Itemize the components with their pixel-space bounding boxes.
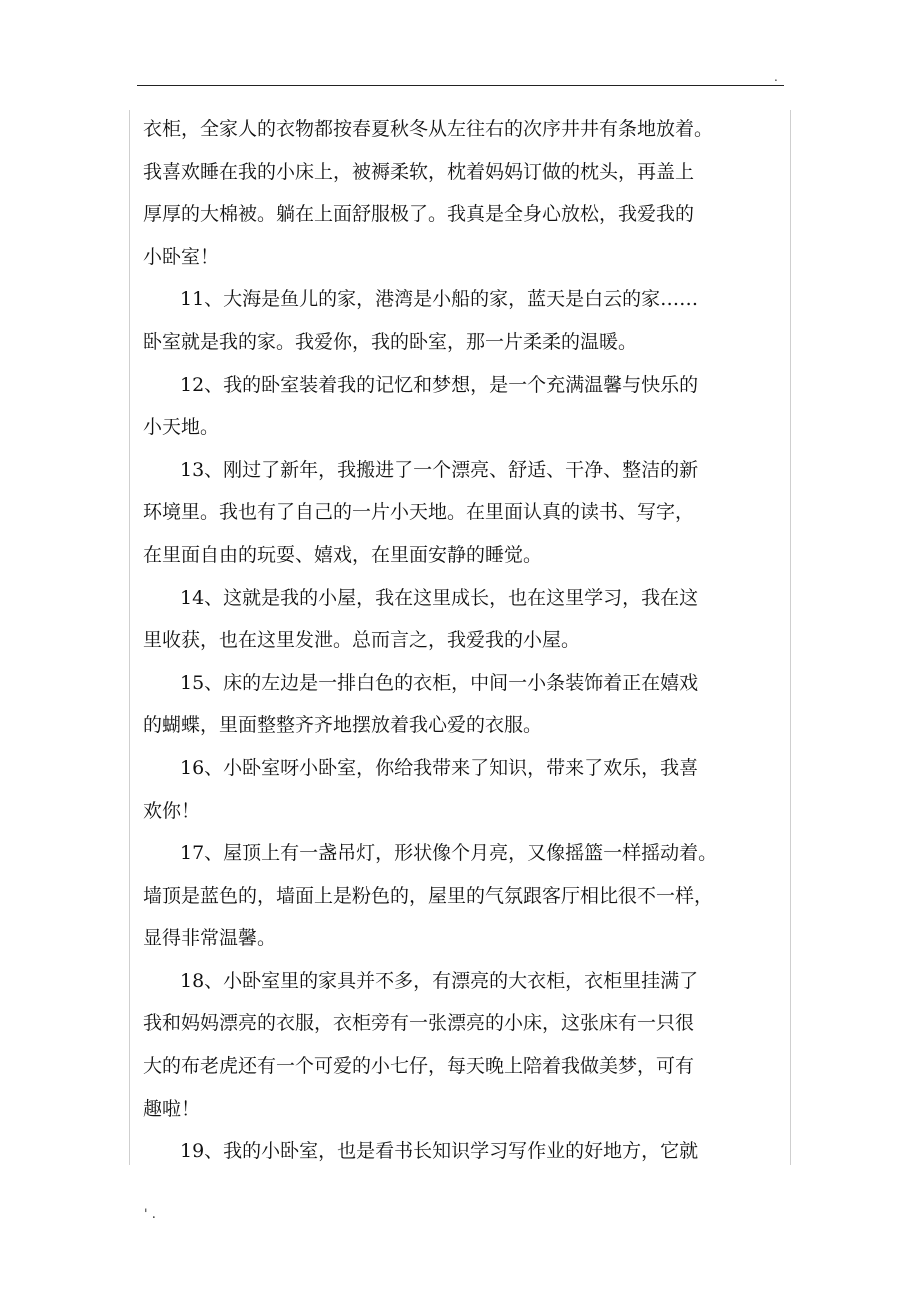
text-line: 环境里。我也有了自己的一片小天地。在里面认真的读书、写字， [143, 501, 695, 524]
text-line: 显得非常温馨。 [143, 927, 277, 950]
text-line: 趣啦！ [143, 1097, 201, 1120]
text-line: 15、床的左边是一排白色的衣柜，中间一小条装饰着正在嬉戏 [180, 671, 699, 694]
text-line: 的蝴蝶，里面整整齐齐地摆放着我心爱的衣服。 [143, 714, 543, 737]
text-frame-left-border [129, 110, 130, 1165]
text-line: 衣柜，全家人的衣物都按春夏秋冬从左往右的次序井井有条地放着。 [143, 118, 714, 140]
text-line: 13、刚过了新年，我搬进了一个漂亮、舒适、干净、整洁的新 [180, 458, 699, 481]
text-line: 我和妈妈漂亮的衣服，衣柜旁有一张漂亮的小床，这张床有一只很 [143, 1012, 695, 1035]
text-line: 欢你！ [143, 799, 201, 822]
text-line: 大的布老虎还有一个可爱的小七仔，每天晚上陪着我做美梦，可有 [143, 1055, 695, 1078]
text-frame-right-border [790, 110, 791, 1165]
text-line: 我喜欢睡在我的小床上，被褥柔软，枕着妈妈订做的枕头，再盖上 [143, 160, 695, 183]
text-line: 11、大海是鱼儿的家，港湾是小船的家，蓝天是白云的家…… [180, 288, 699, 311]
text-line: 18、小卧室里的家具并不多，有漂亮的大衣柜，衣柜里挂满了 [180, 969, 699, 992]
footer-mark: ' . [144, 1207, 156, 1222]
text-line: 14、这就是我的小屋，我在这里成长，也在这里学习，我在这 [180, 586, 699, 609]
text-line: 小卧室！ [143, 245, 220, 268]
header-mark: . [774, 70, 778, 84]
text-line: 墙顶是蓝色的，墙面上是粉色的，屋里的气氛跟客厅相比很不一样， [143, 884, 714, 907]
text-line: 在里面自由的玩耍、嬉戏，在里面安静的睡觉。 [143, 543, 543, 566]
text-line: 17、屋顶上有一盏吊灯，形状像个月亮，又像摇篮一样摇动着。 [180, 842, 718, 865]
text-line: 厚厚的大棉被。躺在上面舒服极了。我真是全身心放松，我爱我的 [143, 203, 695, 226]
text-line: 小天地。 [143, 416, 220, 439]
text-line: 12、我的卧室装着我的记忆和梦想，是一个充满温馨与快乐的 [180, 373, 699, 396]
text-line: 卧室就是我的家。我爱你，我的卧室，那一片柔柔的温暖。 [143, 330, 638, 353]
text-line: 16、小卧室呀小卧室，你给我带来了知识，带来了欢乐，我喜 [180, 756, 699, 779]
text-line: 里收获，也在这里发泄。总而言之，我爱我的小屋。 [143, 629, 581, 652]
header-rule [137, 85, 784, 86]
document-body [143, 108, 788, 1173]
text-line: 19、我的小卧室，也是看书长知识学习写作业的好地方，它就 [180, 1140, 699, 1163]
